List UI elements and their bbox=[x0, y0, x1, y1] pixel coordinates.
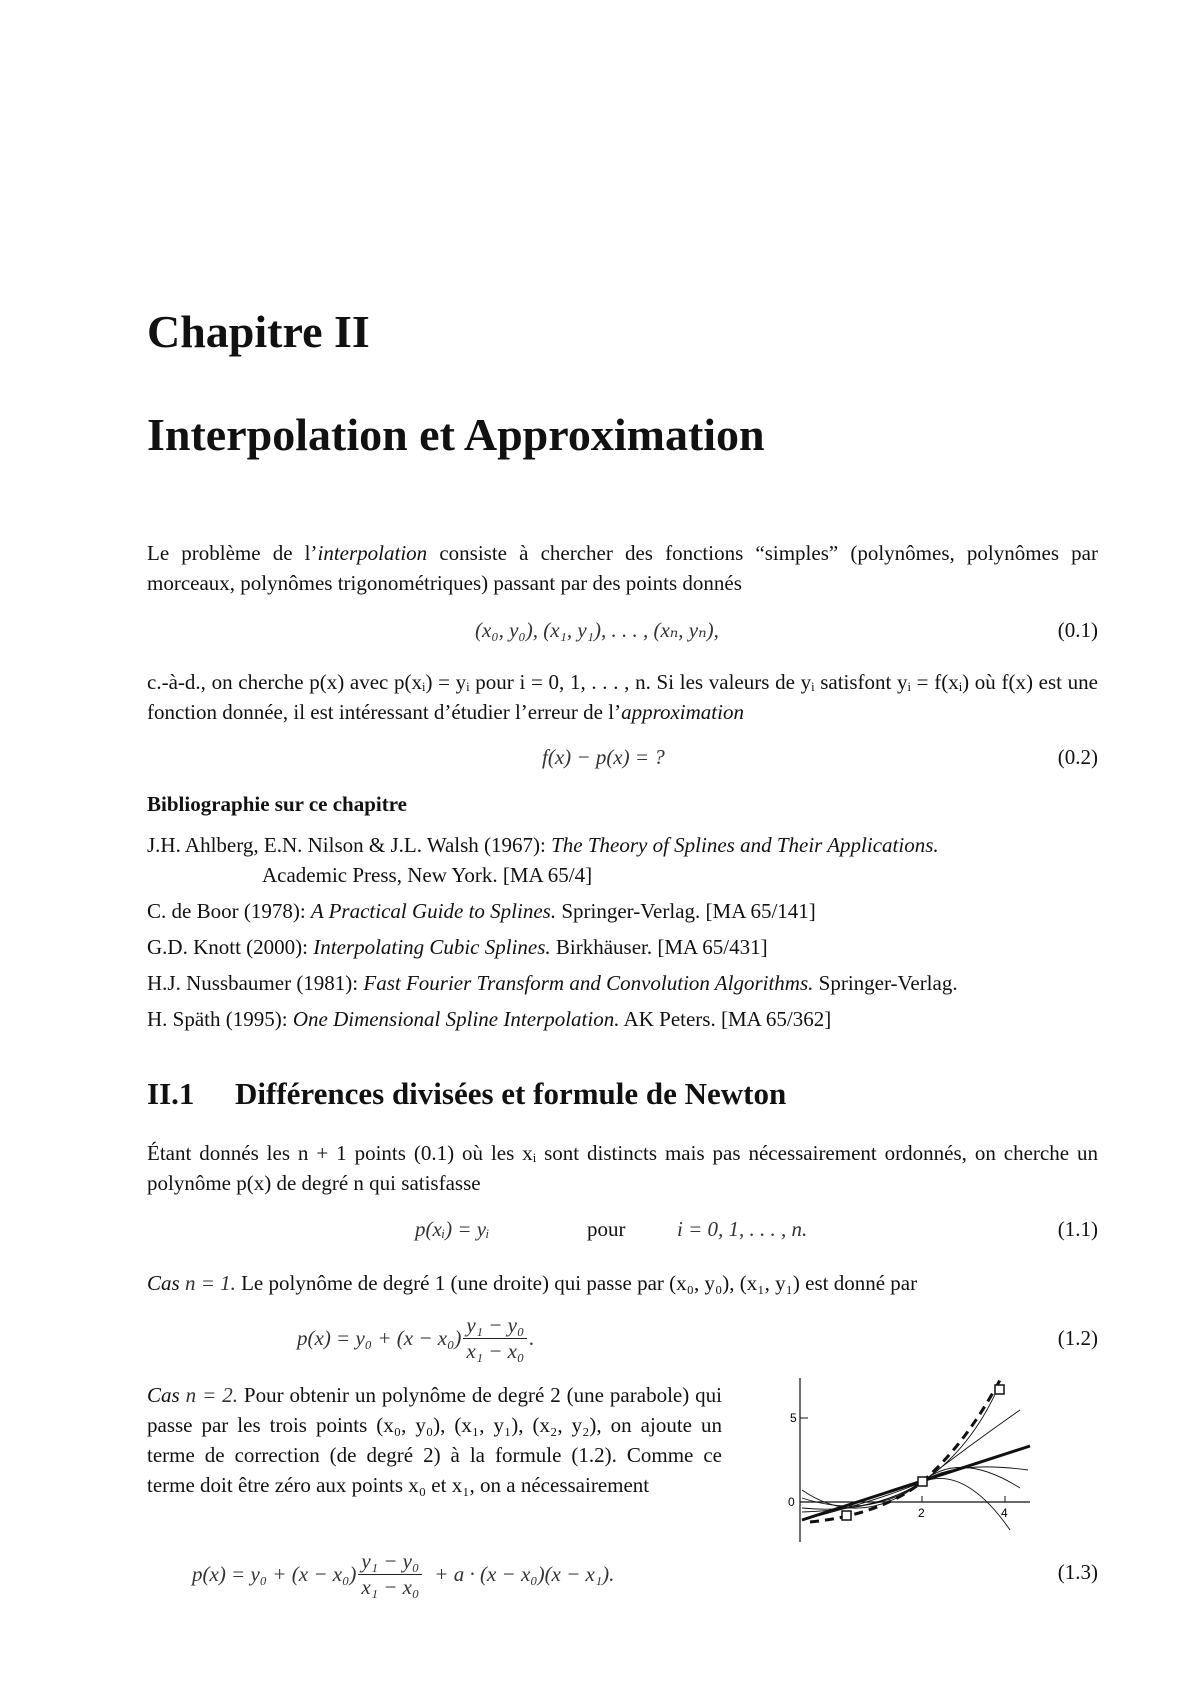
intro-paragraph-2 bbox=[147, 667, 1098, 727]
equation-0-2-body: f(x) − p(x) = ? bbox=[542, 745, 665, 769]
equation-1-1-right: i = 0, 1, . . . , n. bbox=[677, 1217, 808, 1241]
case-text: Le polynôme de degré 1 (une droite) qui passe par (x₀, y₀), (x₁, y₁) est donné par bbox=[235, 1271, 918, 1295]
equation-0-1-body: (x₀, y₀), (x₁, y₁), . . . , (xₙ, yₙ), bbox=[475, 618, 719, 642]
equation-1-3-left: p(x) = y₀ + (x − x₀) bbox=[192, 1561, 357, 1586]
equation-1-2-end: . bbox=[529, 1325, 535, 1350]
section-heading bbox=[147, 1076, 786, 1112]
bib-title: One Dimensional Spline Interpolation. bbox=[292, 1007, 620, 1031]
thick-line bbox=[802, 1446, 1030, 1520]
case-condition: n = 2. bbox=[179, 1383, 238, 1407]
equation-0-1 bbox=[147, 618, 1098, 652]
intro-paragraph bbox=[147, 538, 1098, 598]
intro-p2-emphasis: approximation bbox=[621, 700, 744, 724]
data-point-marker bbox=[995, 1385, 1004, 1394]
chapter-label: Chapitre II bbox=[147, 306, 370, 357]
bib-title: The Theory of Splines and Their Applications. bbox=[551, 833, 939, 857]
bib-entry bbox=[147, 932, 1098, 962]
bib-entry bbox=[147, 968, 1098, 998]
section-paragraph: Étant donnés les n + 1 points (0.1) où les xᵢ sont distincts mais pas nécessairement ordonnés, on cherche un polynôme p(x) de degré n qui satisfasse bbox=[147, 1141, 1098, 1195]
bib-authors: H. Späth (1995): bbox=[147, 1007, 293, 1031]
equation-0-2-number: (0.2) bbox=[1057, 745, 1098, 769]
figure-svg bbox=[780, 1370, 1040, 1550]
fraction-numerator: y₁ − y₀ bbox=[358, 1549, 422, 1575]
bib-publisher: Birkhäuser. [MA 65/431] bbox=[550, 935, 768, 959]
bib-entry bbox=[147, 896, 1098, 926]
fraction-denominator: x₁ − x₀ bbox=[466, 1338, 525, 1363]
section-title: Différences divisées et formule de Newton bbox=[235, 1076, 787, 1111]
case-n1-paragraph bbox=[147, 1268, 1098, 1298]
bib-title: Fast Fourier Transform and Convolution Algorithms. bbox=[363, 971, 814, 995]
bibliography-list bbox=[147, 830, 1098, 1034]
bib-entry bbox=[147, 830, 1098, 860]
case-label: Cas bbox=[147, 1383, 180, 1407]
equation-1-2-left: p(x) = y₀ + (x − x₀) bbox=[297, 1325, 462, 1350]
case-n2-paragraph bbox=[147, 1380, 722, 1500]
equation-1-1-word: pour bbox=[587, 1217, 626, 1241]
fraction bbox=[358, 1549, 422, 1600]
equation-1-3 bbox=[147, 1546, 1098, 1602]
equation-1-1-left: p(xᵢ) = yᵢ bbox=[415, 1217, 490, 1241]
bib-publisher: Springer-Verlag. [MA 65/141] bbox=[556, 899, 816, 923]
bib-title: A Practical Guide to Splines. bbox=[310, 899, 557, 923]
case-text: Pour obtenir un polynôme de degré 2 (une parabole) qui passe par les trois points (x₀, y₀), (x₁, y₁), (x₂, y₂), on ajoute un terme de correction (de degré 2) à la formule (1.2). Comme ce terme doit être zéro aux points x₀ et x₁, on a nécessairement bbox=[147, 1383, 722, 1497]
intro-emphasis: interpolation bbox=[317, 541, 428, 565]
fraction bbox=[463, 1313, 527, 1364]
fraction-denominator: x₁ − x₀ bbox=[361, 1574, 420, 1599]
section-number: II.1 bbox=[147, 1076, 195, 1111]
y-tick-label-0: 0 bbox=[788, 1495, 795, 1509]
chapter-title: Interpolation et Approximation bbox=[147, 409, 765, 460]
data-point-marker bbox=[842, 1511, 851, 1520]
case-label: Cas bbox=[147, 1271, 180, 1295]
bib-authors: H.J. Nussbaumer (1981): bbox=[147, 971, 364, 995]
fraction-numerator: y₁ − y₀ bbox=[463, 1313, 527, 1339]
y-tick-label-5: 5 bbox=[790, 1411, 797, 1425]
equation-1-1 bbox=[147, 1217, 1098, 1251]
equation-0-1-number: (0.1) bbox=[1057, 618, 1098, 642]
intro-text-b: consiste à chercher des fonctions “simples” (polynômes, polynômes par morceaux, polynômes trigonométriques) passant par des points donnés bbox=[147, 541, 1098, 595]
dashed-curve bbox=[810, 1380, 1000, 1522]
x-tick-label-4: 4 bbox=[1001, 1506, 1008, 1520]
bib-authors: C. de Boor (1978): bbox=[147, 899, 311, 923]
case-condition: n = 1. bbox=[179, 1271, 236, 1295]
bib-entry bbox=[147, 1004, 1098, 1034]
equation-1-2 bbox=[147, 1312, 1098, 1364]
bib-authors: J.H. Ahlberg, E.N. Nilson & J.L. Walsh (1967): bbox=[147, 833, 552, 857]
bib-authors: G.D. Knott (2000): bbox=[147, 935, 314, 959]
equation-0-2 bbox=[147, 745, 1098, 779]
equation-1-3-right: + a · (x − x₀)(x − x₁). bbox=[434, 1561, 615, 1586]
equation-1-2-number: (1.2) bbox=[1057, 1326, 1098, 1350]
equation-1-3-number: (1.3) bbox=[1057, 1560, 1098, 1584]
bib-publisher: AK Peters. [MA 65/362] bbox=[619, 1007, 832, 1031]
intro-text-a: Le problème de l’ bbox=[147, 541, 318, 565]
equation-1-1-number: (1.1) bbox=[1057, 1217, 1098, 1241]
bib-entry-continuation: Academic Press, New York. [MA 65/4] bbox=[262, 863, 593, 887]
data-point-marker bbox=[918, 1477, 927, 1486]
bib-title: Interpolating Cubic Splines. bbox=[313, 935, 551, 959]
x-tick-label-2: 2 bbox=[918, 1506, 925, 1520]
bibliography-heading: Bibliographie sur ce chapitre bbox=[147, 792, 407, 816]
interpolation-figure bbox=[780, 1370, 1040, 1550]
intro-p2-text: c.-à-d., on cherche p(x) avec p(xᵢ) = yᵢ pour i = 0, 1, . . . , n. Si les valeurs de yᵢ satisfont yᵢ = f(xᵢ) où f(x) est une fonction donnée, il est intéressant d’étudier l’erreur de l’ bbox=[147, 670, 1098, 724]
bib-publisher: Springer-Verlag. bbox=[813, 971, 958, 995]
